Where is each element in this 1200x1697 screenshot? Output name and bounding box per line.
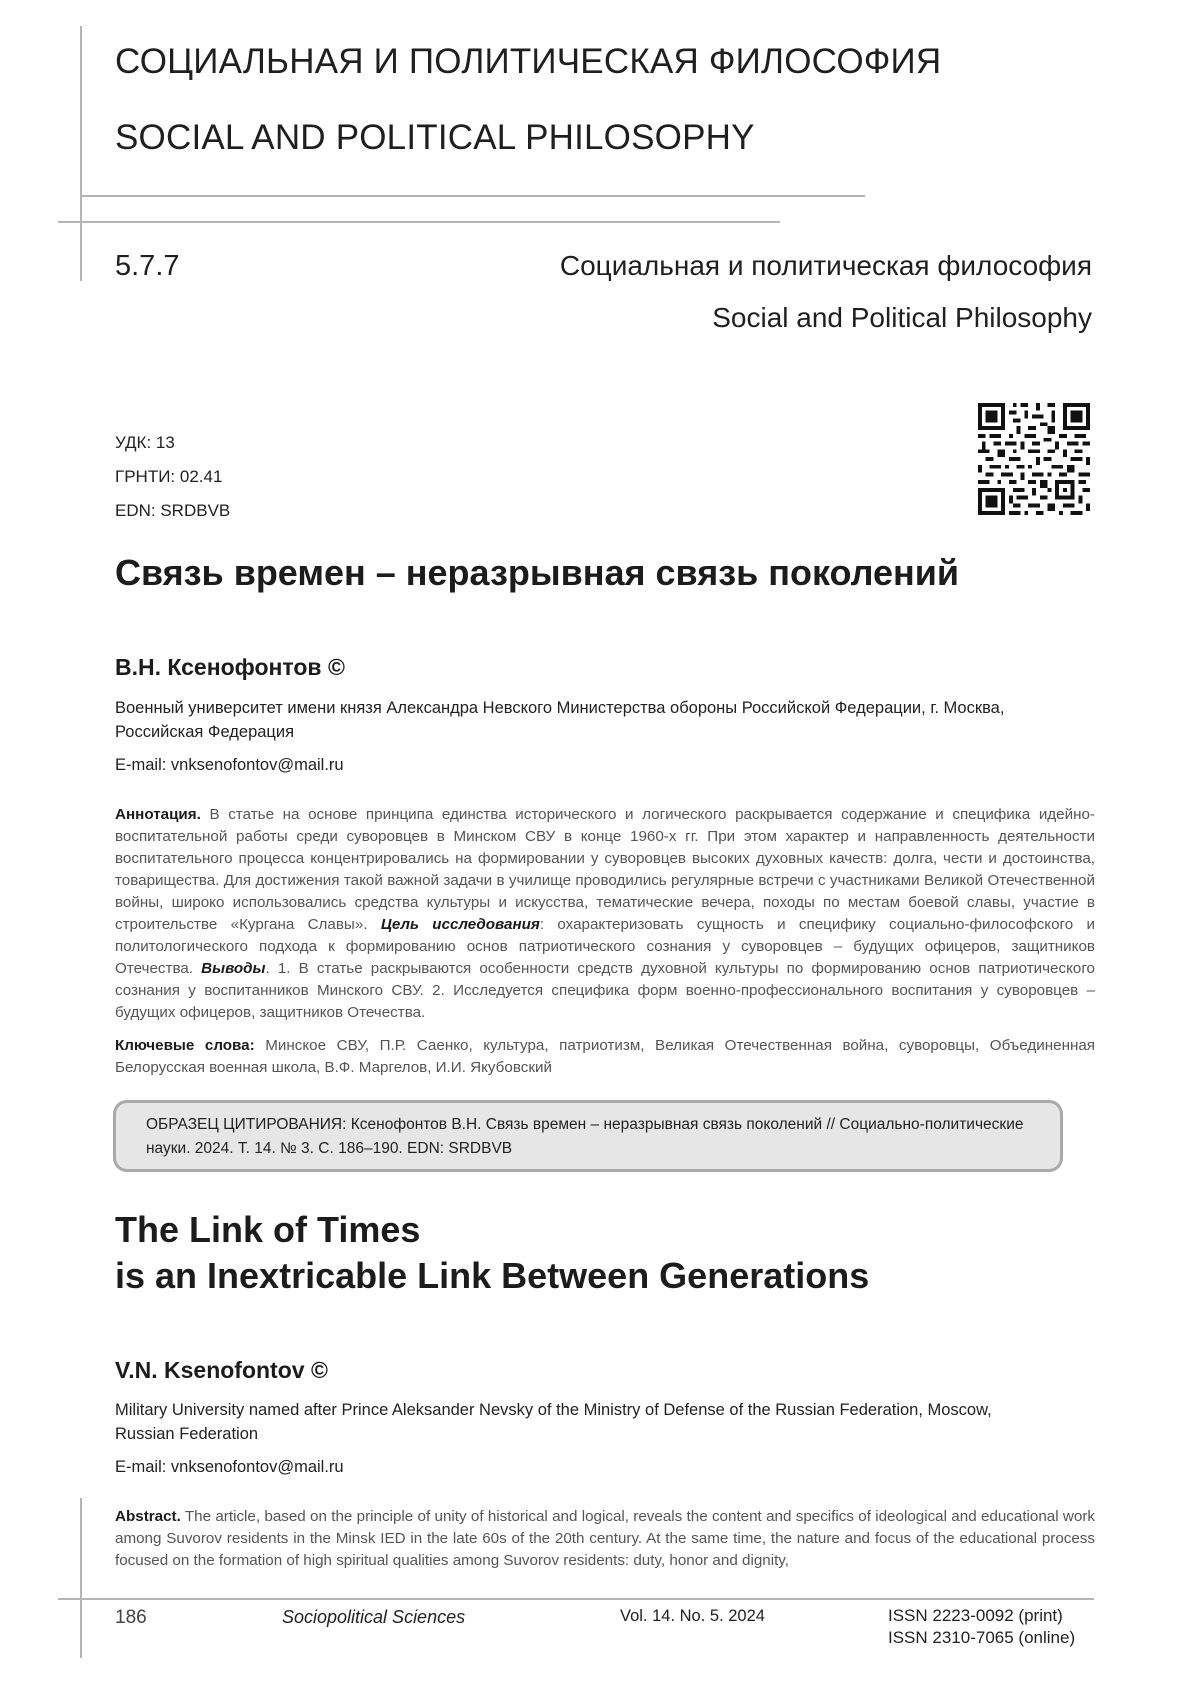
udk-code: УДК: 13 (115, 433, 175, 453)
article-title-en (115, 1207, 869, 1299)
email-ru: E-mail: vnksenofontov@mail.ru (115, 756, 344, 775)
qr-code-icon (978, 403, 1090, 515)
abstract-text-ru-part3: . 1. В статье раскрываются особенности средств духовной культуры по формированию основ патриотического сознания у воспитанников Минского СВУ. 2. Исследуется специфика форм военно-профессионального воспитания у суворовцев – будущих офицеров, защитников Отечества. (115, 960, 1095, 1021)
abstract-text-ru-part2: : охарактеризовать сущность и специфику социально-философского и политологического подхода к формированию основ патриотического сознания у суворовцев – будущих офицеров, защитников Отечества. (115, 916, 1095, 977)
abstract-en (115, 1506, 1095, 1572)
abstract-ru (115, 804, 1095, 1024)
abstract-label-ru: Аннотация. (115, 806, 201, 823)
author-name-en: V.N. Ksenofontov © (115, 1357, 328, 1384)
keywords-text-ru: Минское СВУ, П.Р. Саенко, культура, патриотизм, Великая Отечественная война, суворовцы, Объединенная Белорусская военная школа, В.Ф. Маргелов, И.И. Якубовский (115, 1037, 1095, 1076)
frame-vertical-line-top (80, 26, 82, 281)
page-number: 186 (115, 1607, 147, 1629)
issn-block (888, 1605, 1075, 1649)
footer-divider (58, 1598, 1094, 1600)
issn-print: ISSN 2223-0092 (print) (888, 1605, 1075, 1627)
keywords-ru (115, 1035, 1095, 1079)
section-title-en: SOCIAL AND POLITICAL PHILOSOPHY (115, 118, 755, 158)
article-title-en-line2: is an Inextricable Link Between Generations (115, 1253, 869, 1299)
journal-name: Sociopolitical Sciences (282, 1607, 465, 1628)
abstract-text-ru-part1: В статье на основе принципа единства исторического и логического раскрывается содержание и специфика идейно-воспитательной работы среди суворовцев в Минском СВУ в конце 1960-х гг. При этом характер и направленность деятельности воспитательного процесса концентрировались на формировании у суворовцев высоких духовных качеств: долга, чести и достоинства, товарищества. Для достижения такой важной задачи в училище проводились регулярные встречи с участниками Великой Отечественной войны, широко использовались средства культуры и искусства, тематические вечера, походы по местам боевой славы, участие в строительстве «Кургана Славы». (115, 806, 1095, 933)
volume-info: Vol. 14. No. 5. 2024 (620, 1607, 765, 1626)
keywords-label-ru: Ключевые слова: (115, 1037, 255, 1054)
grnti-code: ГРНТИ: 02.41 (115, 467, 222, 487)
citation-box (113, 1100, 1063, 1172)
header-divider-long (80, 195, 865, 197)
citation-text: ОБРАЗЕЦ ЦИТИРОВАНИЯ: Ксенофонтов В.Н. Связь времен – неразрывная связь поколений // Социально-политические науки. 2024. Т. 14. № 3. С. 186–190. EDN: SRDBVB (146, 1116, 1023, 1157)
email-en: E-mail: vnksenofontov@mail.ru (115, 1458, 344, 1477)
affiliation-ru: Военный университет имени князя Александра Невского Министерства обороны Российской Федерации, г. Москва, Российская Федерация (115, 696, 1015, 744)
affiliation-en: Military University named after Prince Aleksander Nevsky of the Ministry of Defense of the Russian Federation, Moscow, Russian Federation (115, 1398, 1015, 1446)
frame-vertical-line-abstract (80, 1498, 82, 1658)
findings-label-ru: Выводы (201, 960, 265, 977)
specialty-name-ru: Социальная и политическая философия (560, 250, 1092, 282)
specialty-name-en: Social and Political Philosophy (712, 302, 1092, 334)
specialty-code: 5.7.7 (115, 250, 180, 283)
header-divider-short (58, 221, 780, 223)
article-title-ru: Связь времен – неразрывная связь поколений (115, 552, 959, 594)
abstract-label-en: Abstract. (115, 1508, 181, 1525)
article-title-en-line1: The Link of Times (115, 1207, 869, 1253)
author-name-ru: В.Н. Ксенофонтов © (115, 654, 345, 681)
issn-online: ISSN 2310-7065 (online) (888, 1627, 1075, 1649)
edn-code: EDN: SRDBVB (115, 501, 230, 521)
section-title-ru: СОЦИАЛЬНАЯ И ПОЛИТИЧЕСКАЯ ФИЛОСОФИЯ (115, 42, 941, 82)
abstract-text-en: The article, based on the principle of unity of historical and logical, reveals the content and specifics of ideological and educational work among Suvorov residents in the Minsk IED in the late 60s of the 20th century. At the same time, the nature and focus of the educational process focused on the formation of high spiritual qualities among Suvorov residents: duty, honor and dignity, (115, 1508, 1095, 1569)
goal-label-ru: Цель исследования (381, 916, 540, 933)
